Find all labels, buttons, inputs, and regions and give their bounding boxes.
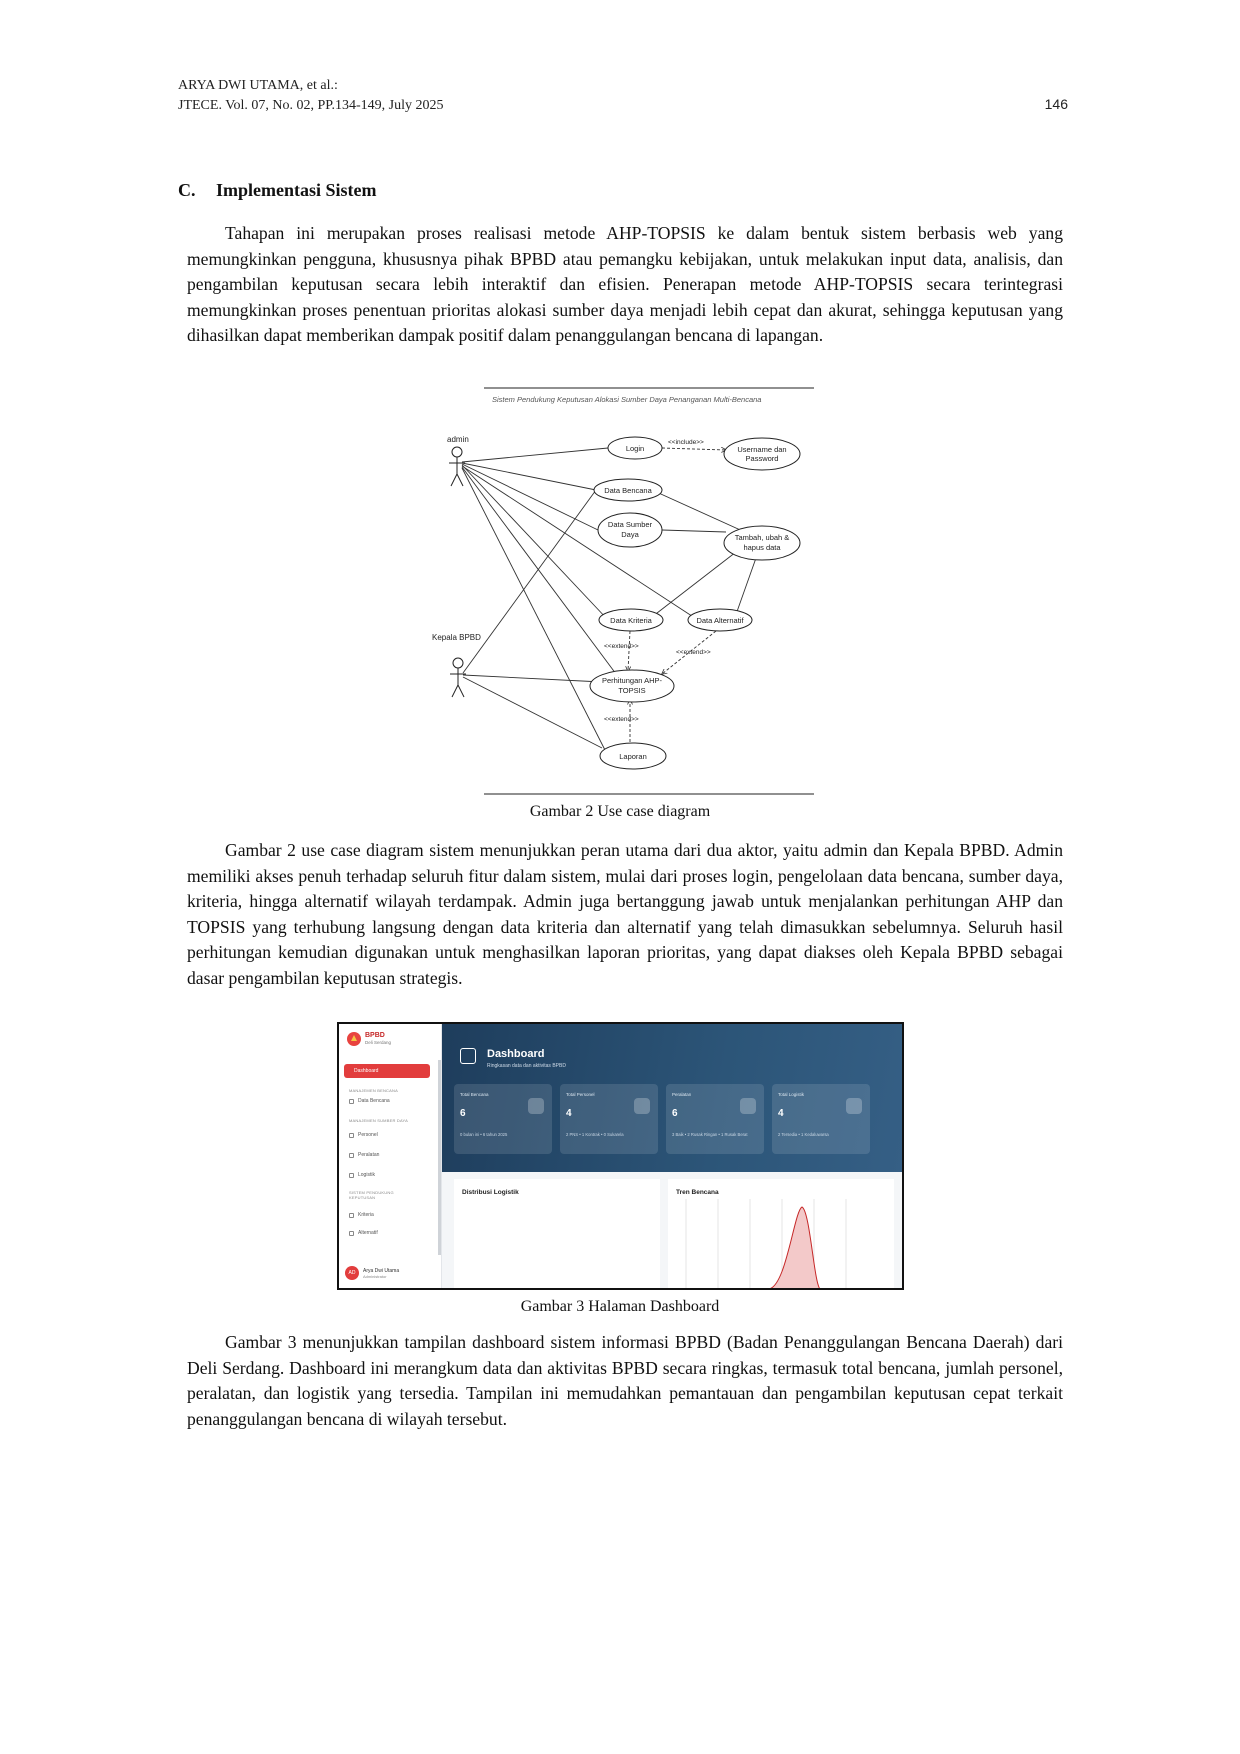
card-label: Peralatan [672,1092,692,1097]
panel-title: Tren Bencana [676,1189,719,1196]
paragraph-text: Gambar 3 menunjukkan tampilan dashboard sistem informasi BPBD (Badan Penanggulangan Bencana Daerah) dari Deli Serdang. Dashboard ini merangkum data dan aktivitas BPBD secara ringkas, termasuk total bencana, jumlah personel, peralatan, dan logistik yang tersedia. Tampilan ini memudahkan pemantauan dan pengambilan keputusan cepat terkait penanggulangan bencana di wilayah tersebut. [187,1332,1063,1429]
card-label: Total Bencana [460,1092,489,1097]
use-case-labels [602,444,789,761]
nav-label: Personel [358,1132,378,1138]
people-icon [634,1098,650,1114]
header-authors: ARYA DWI UTAMA, et al.: [178,78,338,93]
uc-bencana: Data Bencana [604,486,652,495]
figure3-caption: Gambar 3 Halaman Dashboard [520,1298,720,1315]
nav-label: Kriteria [358,1212,374,1218]
nav-dashboard[interactable]: Dashboard [344,1064,430,1078]
card-value: 6 [460,1108,466,1119]
uc-username-2: Password [745,454,779,463]
alert-icon [349,1099,354,1104]
box-icon [846,1098,862,1114]
uc-perhitungan-2: TOPSIS [618,686,646,695]
dashboard-icon [460,1048,476,1064]
nav-label: Alternatif [358,1230,378,1236]
figure2-caption: Gambar 2 Use case diagram [529,803,711,820]
stat-card-peralatan [666,1084,764,1154]
user-name: Arya Dwi Utama [363,1267,400,1274]
sidebar-scrollbar[interactable] [438,1060,441,1255]
card-sub: 0 bulan ini • 6 tahun 2025 [460,1132,508,1137]
user-profile[interactable] [345,1266,399,1280]
stat-card-bencana [454,1084,552,1154]
panel-title: Distribusi Logistik [462,1189,519,1196]
system-title: Sistem Pendukung Keputusan Alokasi Sumber Daya Penanganan Multi-Bencana [492,395,762,404]
dashboard-screenshot [337,1022,904,1290]
dashboard-subtitle: Ringkasan data dan aktivitas BPBD [487,1063,566,1069]
nav-peralatan[interactable] [349,1152,379,1158]
nav-label: Logistik [358,1172,375,1178]
use-case-diagram [430,386,814,796]
tool-icon [740,1098,756,1114]
uc-laporan: Laporan [619,752,647,761]
nav-group-bencana: MANAJEMEN BENCANA [349,1088,398,1093]
nav-group-spk: SISTEM PENDUKUNG KEPUTUSAN [349,1190,394,1200]
wrench-icon [349,1153,354,1158]
box-icon [349,1173,354,1178]
running-header [178,76,444,116]
section-heading [178,180,377,201]
kepala-associations [463,490,602,748]
trend-chart [668,1193,894,1290]
admin-associations [462,448,698,752]
uc-sumber-2: Daya [621,530,639,539]
list-icon [349,1231,354,1236]
nav-label: Peralatan [358,1152,380,1158]
brand-sub: Deli Serdang [365,1040,392,1045]
uc-sumber-1: Data Sumber [607,520,653,529]
card-value: 4 [778,1108,784,1119]
nav-personel[interactable] [349,1132,378,1138]
uc-login: Login [625,444,645,453]
paragraph-intro [187,221,1063,349]
nav-logistik[interactable] [349,1172,375,1178]
actor-kepala-label: Kepala BPBD [432,633,481,642]
extend-label-2: <<extend>> [676,649,711,656]
card-sub: 2 PNS • 1 Kontrak • 0 Sukarela [566,1132,624,1137]
paragraph-dashboard [187,1330,1063,1432]
stat-card-personel [560,1084,658,1154]
bpbd-logo-icon [347,1032,361,1046]
extend-label-3: <<extend>> [604,716,639,723]
nav-label: Data Bencana [358,1098,390,1104]
card-sub: 2 Tersedia • 1 Kedaluwarsa [778,1132,829,1137]
chart-icon [349,1213,354,1218]
paragraph-usecase [187,838,1063,991]
uc-username-1: Username dan [737,445,787,454]
card-value: 4 [566,1108,572,1119]
actor-admin-label: admin [447,435,469,444]
extend-label-1: <<extend>> [604,643,639,650]
uc-crud-2: hapus data [743,543,781,552]
panel-tren-bencana [668,1179,894,1290]
card-sub: 3 Baik • 2 Rusak Ringan • 1 Rusak Berat [672,1132,748,1137]
section-number: C. [178,180,196,200]
alert-icon [528,1098,544,1114]
nav-kriteria[interactable] [349,1212,374,1218]
people-icon [349,1133,354,1138]
card-value: 6 [672,1108,678,1119]
avatar: AD [345,1266,359,1280]
nav-data-bencana[interactable] [349,1098,390,1104]
header-journal: JTECE. Vol. 07, No. 02, PP.134-149, July 2025 [178,98,444,113]
brand-name: BPBD [365,1032,385,1039]
brand [347,1032,391,1046]
use-case-svg [430,386,814,796]
uc-alternatif: Data Alternatif [696,616,744,625]
user-role: Administrator [363,1273,387,1279]
nav-alternatif[interactable] [349,1230,378,1236]
uc-perhitungan-1: Perhitungan AHP- [601,676,663,685]
trend-area [768,1207,820,1289]
page-number: 146 [1044,96,1068,112]
card-label: Total Personel [566,1092,595,1097]
include-label: <<include>> [668,439,704,446]
panel-distribusi-logistik [454,1179,660,1290]
dashboard-main [442,1024,902,1288]
paragraph-text: Gambar 2 use case diagram sistem menunjukkan peran utama dari dua aktor, yaitu admin dan Kepala BPBD. Admin memiliki akses penuh terhadap seluruh fitur dalam sistem, mulai dari proses login, pengelolaan data bencana, sumber daya, kriteria, hingga alternatif wilayah terdampak. Admin juga bertanggung jawab untuk menjalankan perhitungan AHP dan TOPSIS yang terhubung langsung dengan data kriteria dan alternatif yang telah dimasukkan sebelumnya. Seluruh hasil perhitungan kemudian digunakan untuk menghasilkan laporan prioritas, yang dapat diakses oleh Kepala BPBD sebagai dasar pengambilan keputusan strategis. [187,840,1063,988]
dashboard-banner [442,1024,902,1172]
section-title: Implementasi Sistem [216,180,377,200]
paragraph-text: Tahapan ini merupakan proses realisasi metode AHP-TOPSIS ke dalam bentuk sistem berbasis web yang memungkinkan pengguna, khususnya pihak BPBD atau pemangku kebijakan, untuk melakukan input data, analisis, dan pengambilan keputusan secara lebih interaktif dan efisien. Penerapan metode AHP-TOPSIS secara terintegrasi memungkinkan proses penentuan prioritas alokasi sumber daya menjadi lebih cepat dan akurat, sehingga keputusan yang dihasilkan dapat memberikan dampak positif dalam penanggulangan bencana di lapangan. [187,223,1063,345]
nav-group-sumber: MANAJEMEN SUMBER DAYA [349,1118,408,1123]
dashboard-sidebar [339,1024,442,1288]
stat-card-logistik [772,1084,870,1154]
uc-crud-1: Tambah, ubah & [734,533,790,542]
uc-kriteria: Data Kriteria [610,616,652,625]
card-label: Total Logistik [778,1092,805,1097]
dashboard-title: Dashboard [487,1048,545,1060]
